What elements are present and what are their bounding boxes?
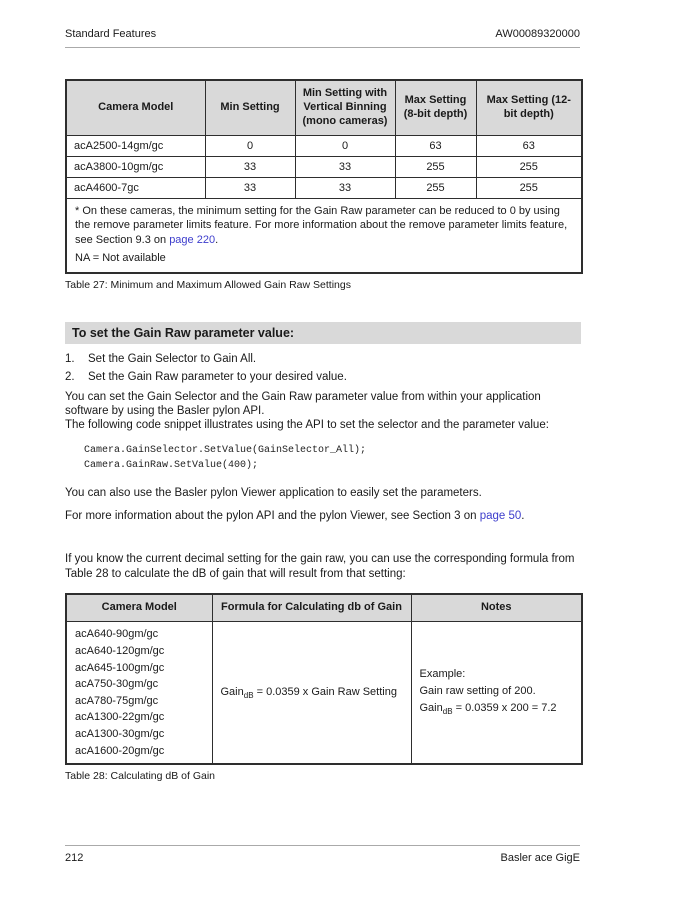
- camera-model: acA1600-20gm/gc: [75, 744, 165, 757]
- notes-line: [420, 700, 574, 720]
- code-line: Camera.GainRaw.SetValue(400);: [84, 459, 259, 471]
- page-220-link[interactable]: page 220: [169, 234, 216, 247]
- camera-model: acA1300-30gm/gc: [75, 728, 165, 741]
- camera-model: acA640-120gm/gc: [75, 645, 165, 658]
- step-label: Set the Gain Selector to Gain All.: [88, 352, 257, 365]
- col-header-camera-model: Camera Model: [66, 594, 212, 622]
- footer-doc-title: Basler ace GigE: [500, 852, 580, 864]
- code-line: Camera.GainSelector.SetValue(GainSelector_All);: [84, 444, 367, 456]
- paragraph-formula-intro: If you know the current decimal setting for the gain raw, you can use the corresponding formula from Table 28 to calculate the dB of gain that will result from that setting:: [65, 553, 575, 580]
- section-heading: To set the Gain Raw parameter value:: [65, 322, 581, 344]
- cell-max-8bit: 63: [395, 135, 476, 156]
- table-footnote-row: [66, 198, 582, 273]
- footnote-text: [75, 204, 573, 249]
- cell-formula: [212, 622, 411, 764]
- col-header-max-12bit: Max Setting (12-bit depth): [476, 80, 582, 135]
- footer-page-number: 212: [65, 852, 84, 864]
- notes-line: Gain raw setting of 200.: [419, 684, 536, 697]
- col-header-camera-model: Camera Model: [66, 80, 205, 135]
- col-header-min-setting-binning: Min Setting with Vertical Binning (mono cameras): [295, 80, 395, 135]
- table-row: [66, 622, 582, 764]
- camera-model: acA780-75gm/gc: [75, 694, 159, 707]
- paragraph-more-info: [65, 509, 565, 523]
- cell-min-setting-binning: 33: [295, 156, 395, 177]
- cell-max-12bit: 255: [476, 177, 582, 198]
- header-section-title: Standard Features: [65, 28, 157, 40]
- paragraph-pylon-viewer: You can also use the Basler pylon Viewer application to easily set the parameters.: [65, 486, 482, 499]
- table-28-header-row: [66, 594, 582, 622]
- formula-subscript: dB: [442, 706, 453, 716]
- notes-block: [420, 666, 574, 720]
- steps-list: [65, 350, 580, 386]
- step-label: Set the Gain Raw parameter to your desired value.: [88, 370, 347, 383]
- cell-notes: [411, 622, 582, 764]
- paragraph-text: For more information about the pylon API and the pylon Viewer, see Section 3 on: [65, 510, 480, 523]
- footnote-body: * On these cameras, the minimum setting for the Gain Raw parameter can be reduced to 0 by using the remove parameter limits feature. For more information about the remove parameter limits feature, see Section 9.3 on: [75, 204, 568, 247]
- gain-formula: [221, 686, 397, 698]
- table-row: [66, 177, 582, 198]
- formula-rest: = 0.0359 x Gain Raw Setting: [253, 685, 397, 698]
- cell-camera-models: [66, 622, 212, 764]
- table-row: [66, 135, 582, 156]
- table-27-gain-raw-settings: [65, 79, 583, 274]
- paragraph-period: .: [521, 510, 525, 523]
- cell-min-setting: 33: [205, 156, 295, 177]
- cell-min-setting-binning: 0: [295, 135, 395, 156]
- page-50-link[interactable]: page 50: [479, 510, 522, 523]
- table-row: [66, 156, 582, 177]
- cell-min-setting-binning: 33: [295, 177, 395, 198]
- camera-model: acA645-100gm/gc: [75, 661, 165, 674]
- page-header: [65, 28, 580, 48]
- cell-max-8bit: 255: [395, 156, 476, 177]
- formula-rest: = 0.0359 x 200 = 7.2: [452, 701, 557, 714]
- footnote-period: .: [215, 234, 219, 247]
- notes-line: Example:: [419, 667, 466, 680]
- formula-subscript: dB: [243, 690, 254, 700]
- camera-model: acA640-90gm/gc: [75, 628, 159, 641]
- paragraph-api-intro: [65, 390, 565, 433]
- paragraph-text: The following code snippet illustrates using the API to set the selector and the parameter value:: [65, 419, 549, 432]
- camera-model: acA750-30gm/gc: [75, 678, 159, 691]
- code-snippet: [84, 443, 580, 473]
- table-28-db-of-gain: [65, 593, 583, 765]
- table-28-caption: Table 28: Calculating dB of Gain: [65, 770, 216, 783]
- cell-camera-model: acA4600-7gc: [66, 177, 205, 198]
- cell-max-12bit: 63: [476, 135, 582, 156]
- paragraph-text: You can set the Gain Selector and the Gain Raw parameter value from within your application software by using the Basler pylon API.: [65, 390, 541, 418]
- table-footnote-cell: [66, 198, 582, 273]
- list-item: [65, 350, 580, 368]
- cell-min-setting: 0: [205, 135, 295, 156]
- camera-model: acA1300-22gm/gc: [75, 711, 165, 724]
- col-header-formula: Formula for Calculating db of Gain: [212, 594, 411, 622]
- list-item: [65, 368, 580, 386]
- cell-max-8bit: 255: [395, 177, 476, 198]
- cell-max-12bit: 255: [476, 156, 582, 177]
- col-header-min-setting: Min Setting: [205, 80, 295, 135]
- cell-camera-model: acA3800-10gm/gc: [66, 156, 205, 177]
- formula-base: Gain: [220, 685, 244, 698]
- footnote-na-text: NA = Not available: [75, 252, 166, 265]
- page-footer: [65, 845, 580, 864]
- col-header-notes: Notes: [411, 594, 582, 622]
- table-27-header-row: [66, 80, 582, 135]
- step-number: 2.: [65, 370, 75, 383]
- table-27-caption: Table 27: Minimum and Maximum Allowed Gain Raw Settings: [65, 278, 351, 291]
- header-doc-number: AW00089320000: [495, 28, 580, 40]
- cell-min-setting: 33: [205, 177, 295, 198]
- page-content: [65, 0, 580, 782]
- formula-base: Gain: [419, 701, 443, 714]
- col-header-max-8bit: Max Setting (8-bit depth): [395, 80, 476, 135]
- camera-model-list: [75, 626, 204, 759]
- cell-camera-model: acA2500-14gm/gc: [66, 135, 205, 156]
- step-number: 1.: [65, 352, 75, 365]
